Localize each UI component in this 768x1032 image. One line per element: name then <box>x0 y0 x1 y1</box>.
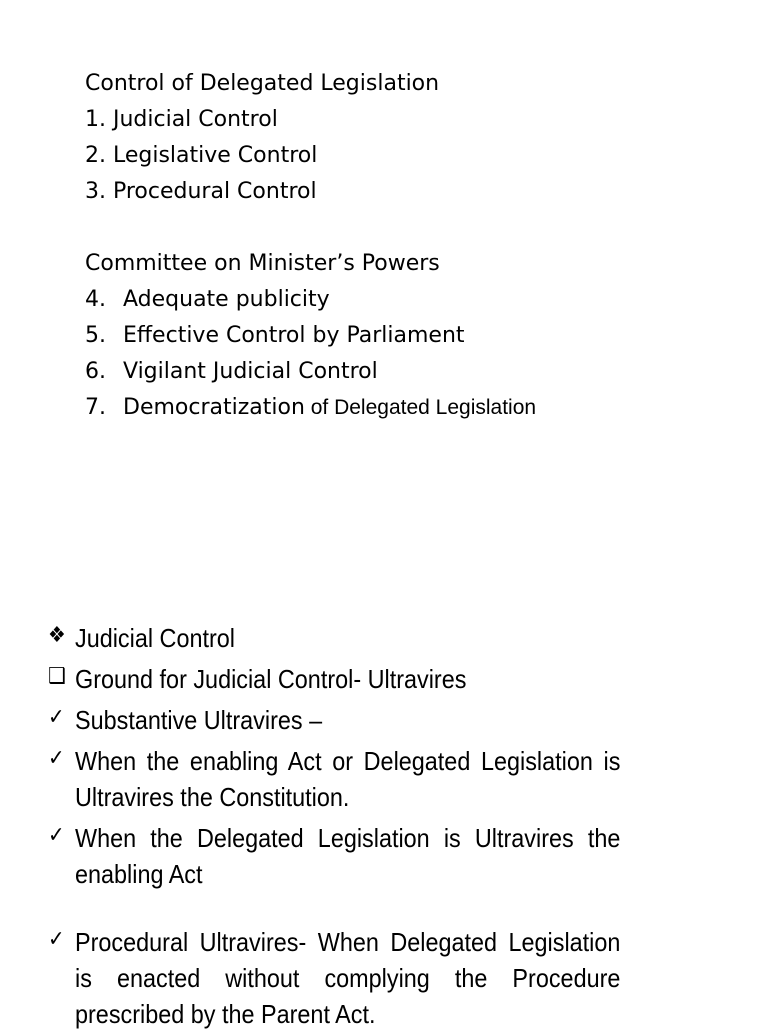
item-text-suffix: of Delegated Legislation <box>304 396 537 419</box>
procedural-text: Procedural Ultravires- When Delegated Legislation is enacted without complying the Procedure prescribed by the Parent Act. <box>75 927 621 1029</box>
check-icon: ✓ <box>48 823 65 848</box>
item-text <box>123 390 536 426</box>
enabling-act-point-text: When the Delegated Legislation is Ultravires the enabling Act <box>75 823 621 889</box>
list-item <box>85 282 705 318</box>
item-number: 7. <box>85 395 106 420</box>
item-number: 6. <box>85 359 106 384</box>
check-icon: ✓ <box>48 705 65 730</box>
bullet-row <box>48 924 620 1032</box>
section-heading: Control of Delegated Legislation <box>85 71 440 96</box>
ground-text: Ground for Judicial Control- Ultravires <box>75 664 467 694</box>
check-icon: ✓ <box>48 746 65 771</box>
constitution-point-text: When the enabling Act or Delegated Legislation is Ultravires the Constitution. <box>75 746 621 812</box>
bullet-row <box>48 661 620 697</box>
list-item: 3. Procedural Control <box>85 179 317 204</box>
list-item: 2. Legislative Control <box>85 143 318 168</box>
committee-heading: Committee on Minister’s Powers <box>85 251 440 276</box>
check-icon: ✓ <box>48 927 65 952</box>
list-item <box>85 318 705 354</box>
judicial-control-heading: Judicial Control <box>75 623 235 653</box>
list-item <box>85 390 705 426</box>
item-number: 4. <box>85 287 106 312</box>
item-text: Vigilant Judicial Control <box>123 359 378 384</box>
square-bullet-icon: ❑ <box>48 664 66 689</box>
bullet-row <box>48 620 620 656</box>
item-number: 5. <box>85 323 106 348</box>
bullet-row <box>48 820 620 892</box>
diamond-bullet-icon: ❖ <box>48 623 66 648</box>
item-text-main: Democratization <box>123 395 305 420</box>
bullet-row <box>48 702 620 738</box>
judicial-control-section <box>48 620 620 1032</box>
spacer <box>85 210 705 246</box>
substantive-text: Substantive Ultravires – <box>75 705 323 735</box>
list-item: 1. Judicial Control <box>85 107 278 132</box>
list-item <box>85 354 705 390</box>
item-text: Adequate publicity <box>123 287 330 312</box>
bullet-row <box>48 743 620 815</box>
item-text: Effective Control by Parliament <box>123 323 465 348</box>
control-overview-section <box>85 66 705 426</box>
